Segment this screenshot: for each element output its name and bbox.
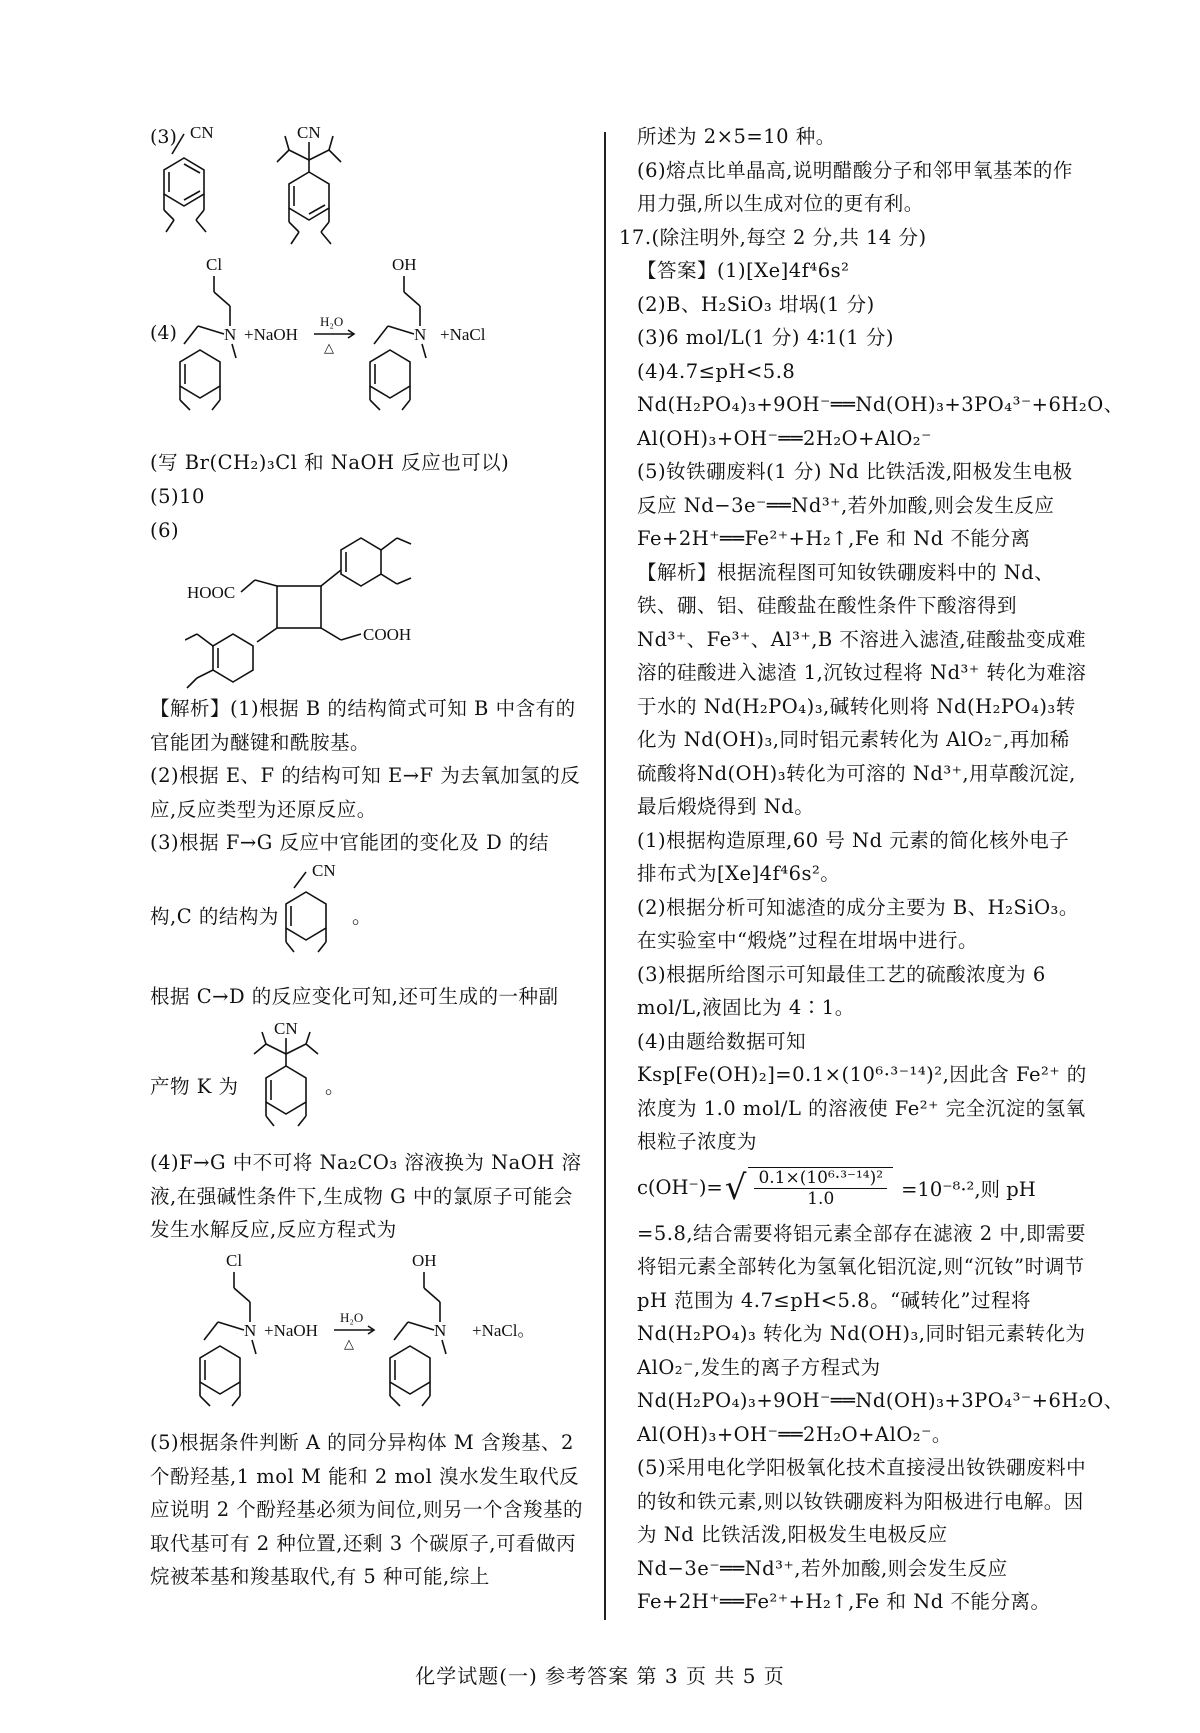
answer-4: (4)4.7≤pH<5.8 Nd(H₂PO₄)₃+9OH⁻══Nd(OH)₃+3PO₄³⁻+6H₂O、Al(OH)₃+OH⁻══2H₂O+AlO₂⁻ [637, 359, 1124, 450]
answer-5: (5)钕铁硼废料(1 分) Nd 比铁活泼,阳极发生电极反应 Nd−3e⁻══Nd³⁺,若外加酸,则会发生反应 Fe+2H⁺══Fe²⁺+H₂↑,Fe 和 Nd 不能分离 [637, 460, 1073, 550]
jiexi-3b: 构,C 的结构为 [150, 905, 279, 928]
plus-nacl: +NaCl。 [472, 1321, 535, 1340]
jiexi-r4b: =5.8,结合需要将铝元素全部存在滤液 2 中,即需要将铝元素全部转化为氢氧化铝沉淀,则“沉钕”时调节 pH 范围为 4.7≤pH<5.8。“碱转化”过程将 Nd(H₂PO₄)₃ 转化为 Nd(OH)₃,同时铝元素转化为 AlO₂⁻,发生的离子方程式为 Nd(H₂PO₄)₃+9OH⁻══Nd(OH)₃+3PO₄³⁻+6H₂O、Al(OH)₃+OH⁻══2H₂O+AlO₂⁻。 [637, 1221, 1124, 1446]
q4-note: (写 Br(CH₂)₃Cl 和 NaOH 反应也可以) [150, 451, 510, 474]
answer-3: (3)6 mol/L(1 分) 4∶1(1 分) [637, 326, 894, 349]
fraction [748, 1167, 893, 1209]
r2: (6)熔点比单晶高,说明醋酸分子和邻甲氧基苯的作用力强,所以生成对位的更有利。 [637, 158, 1073, 215]
fraction-numerator: 0.1×(10⁶·³⁻¹⁴)² [754, 1168, 887, 1189]
cn-label: CN [274, 1019, 298, 1038]
cooh-label: COOH [363, 625, 412, 644]
c-structure [282, 858, 352, 968]
delta-label: △ [344, 1336, 354, 1351]
cn-label: CN [312, 861, 336, 880]
q3-label: (3) [150, 126, 177, 148]
jiexi-r5: (5)采用电化学阳极氧化技术直接浸出钕铁硼废料中的钕和铁元素,则以钕铁硼废料为阳极进行电解。因为 Nd 比铁活泼,阳极发生电极反应 Nd−3e⁻══Nd³⁺,若外加酸,则会发生反应 Fe+2H⁺══Fe²⁺+H₂↑,Fe 和 Nd 不能分离。 [637, 1456, 1087, 1613]
q6-structure [185, 530, 485, 690]
n-label: N [434, 1321, 447, 1340]
jiexi-3d: 产物 K 为 [150, 1075, 239, 1098]
hydrolysis-equation [190, 1246, 590, 1416]
q5-answer: (5)10 [150, 485, 205, 508]
jiexi-r1: (1)根据构造原理,60 号 Nd 元素的简化核外电子排布式为[Xe]4f⁴6s²。 [637, 828, 1070, 885]
q3-structure-k [275, 120, 385, 250]
formula-rhs: =10⁻⁸·²,则 pH [901, 1177, 1036, 1201]
q4-reaction [170, 250, 590, 420]
plus-nacl: +NaCl [440, 325, 486, 344]
r1: 所述为 2×5=10 种。 [637, 125, 836, 148]
answer-1: 【答案】(1)[Xe]4f⁴6s² [637, 259, 850, 282]
cl-label: Cl [226, 1251, 243, 1270]
cn-label: CN [297, 123, 321, 142]
n-label: N [244, 1321, 257, 1340]
right-column [619, 120, 1124, 1619]
sqrt-icon: √ [724, 1167, 747, 1208]
jiexi-4: (4)F→G 中不可将 Na₂CO₃ 溶液换为 NaOH 溶液,在强碱性条件下,生成物 G 中的氯原子可能会发生水解反应,反应方程式为 [150, 1151, 582, 1241]
cn-label: CN [190, 123, 214, 142]
cl-label: Cl [206, 255, 223, 274]
n-label: N [414, 325, 427, 344]
formula-lhs: c(OH⁻)= [637, 1176, 723, 1199]
jiexi-5: (5)根据条件判断 A 的同分异构体 M 含羧基、2 个酚羟基,1 mol M 能和 2 mol 溴水发生取代反应说明 2 个酚羟基必须为间位,则另一个含羧基的取代基可有 2 种位置,还剩 3 个碳原子,可看做丙烷被苯基和羧基取代,有 5 种可能,综上 [150, 1431, 584, 1588]
hooc-label: HOOC [187, 583, 236, 602]
q6-label: (6) [150, 519, 180, 542]
n-label: N [224, 325, 237, 344]
page-footer: 化学试题(一) 参考答案 第 3 页 共 5 页 [415, 1664, 785, 1688]
h2o-label: H₂O [320, 314, 344, 329]
h2o-label: H₂O [340, 1310, 364, 1325]
oh-concentration-formula [637, 1159, 1089, 1217]
jiexi-3b-end: 。 [352, 905, 373, 928]
jiexi-3c: 根据 C→D 的反应变化可知,还可生成的一种副 [150, 985, 559, 1008]
q17-header: 17.(除注明外,每空 2 分,共 14 分) [619, 225, 927, 249]
column-divider [604, 132, 606, 1620]
jiexi-1: 【解析】(1)根据 B 的结构简式可知 B 中含有的官能团为醚键和酰胺基。 [150, 697, 576, 754]
fraction-denominator: 1.0 [807, 1188, 835, 1209]
jiexi-r2: (2)根据分析可知滤渣的成分主要为 B、H₂SiO₃。在实验室中“煅烧”过程在坩埚中进行。 [637, 895, 1079, 952]
oh-label: OH [392, 255, 417, 274]
oh-label: OH [412, 1251, 437, 1270]
jiexi-3a: (3)根据 F→G 反应中官能团的变化及 D 的结 [150, 831, 549, 854]
plus-naoh: +NaOH [244, 325, 298, 344]
jiexi-r3: (3)根据所给图示可知最佳工艺的硫酸浓度为 6 mol/L,液固比为 4∶1。 [637, 962, 1046, 1019]
jiexi-3d-end: 。 [325, 1075, 346, 1098]
jiexi-0: 【解析】根据流程图可知钕铁硼废料中的 Nd、铁、硼、铝、硅酸盐在酸性条件下酸溶得到 Nd³⁺、Fe³⁺、Al³⁺,B 不溶进入滤渣,硅酸盐变成难溶的硅酸进入滤渣 1,沉钕过程将 Nd³⁺ 转化为难溶于水的 Nd(H₂PO₄)₃,碱转化则将 Nd(H₂PO₄)₃转化为 Nd(OH)₃,同时铝元素转化为 AlO₂⁻,再加稀硫酸将Nd(OH)₃转化为可溶的 Nd³⁺,用草酸沉淀,最后煅烧得到 Nd。 [637, 560, 1087, 818]
answer-2: (2)B、H₂SiO₃ 坩埚(1 分) [637, 292, 875, 316]
q3-structure-c [160, 120, 270, 240]
plus-naoh: +NaOH [264, 1321, 318, 1340]
q4-label: (4) [150, 322, 177, 344]
jiexi-r4a: (4)由题给数据可知 Ksp[Fe(OH)₂]=0.1×(10⁶·³⁻¹⁴)²,因此含 Fe²⁺ 的浓度为 1.0 mol/L 的溶液使 Fe²⁺ 完全沉淀的氢氧根粒子浓度为 [637, 1029, 1087, 1153]
jiexi-block-left [150, 692, 590, 860]
delta-label: △ [324, 340, 334, 355]
jiexi-2: (2)根据 E、F 的结构可知 E→F 为去氧加氢的反应,反应类型为还原反应。 [150, 764, 581, 821]
